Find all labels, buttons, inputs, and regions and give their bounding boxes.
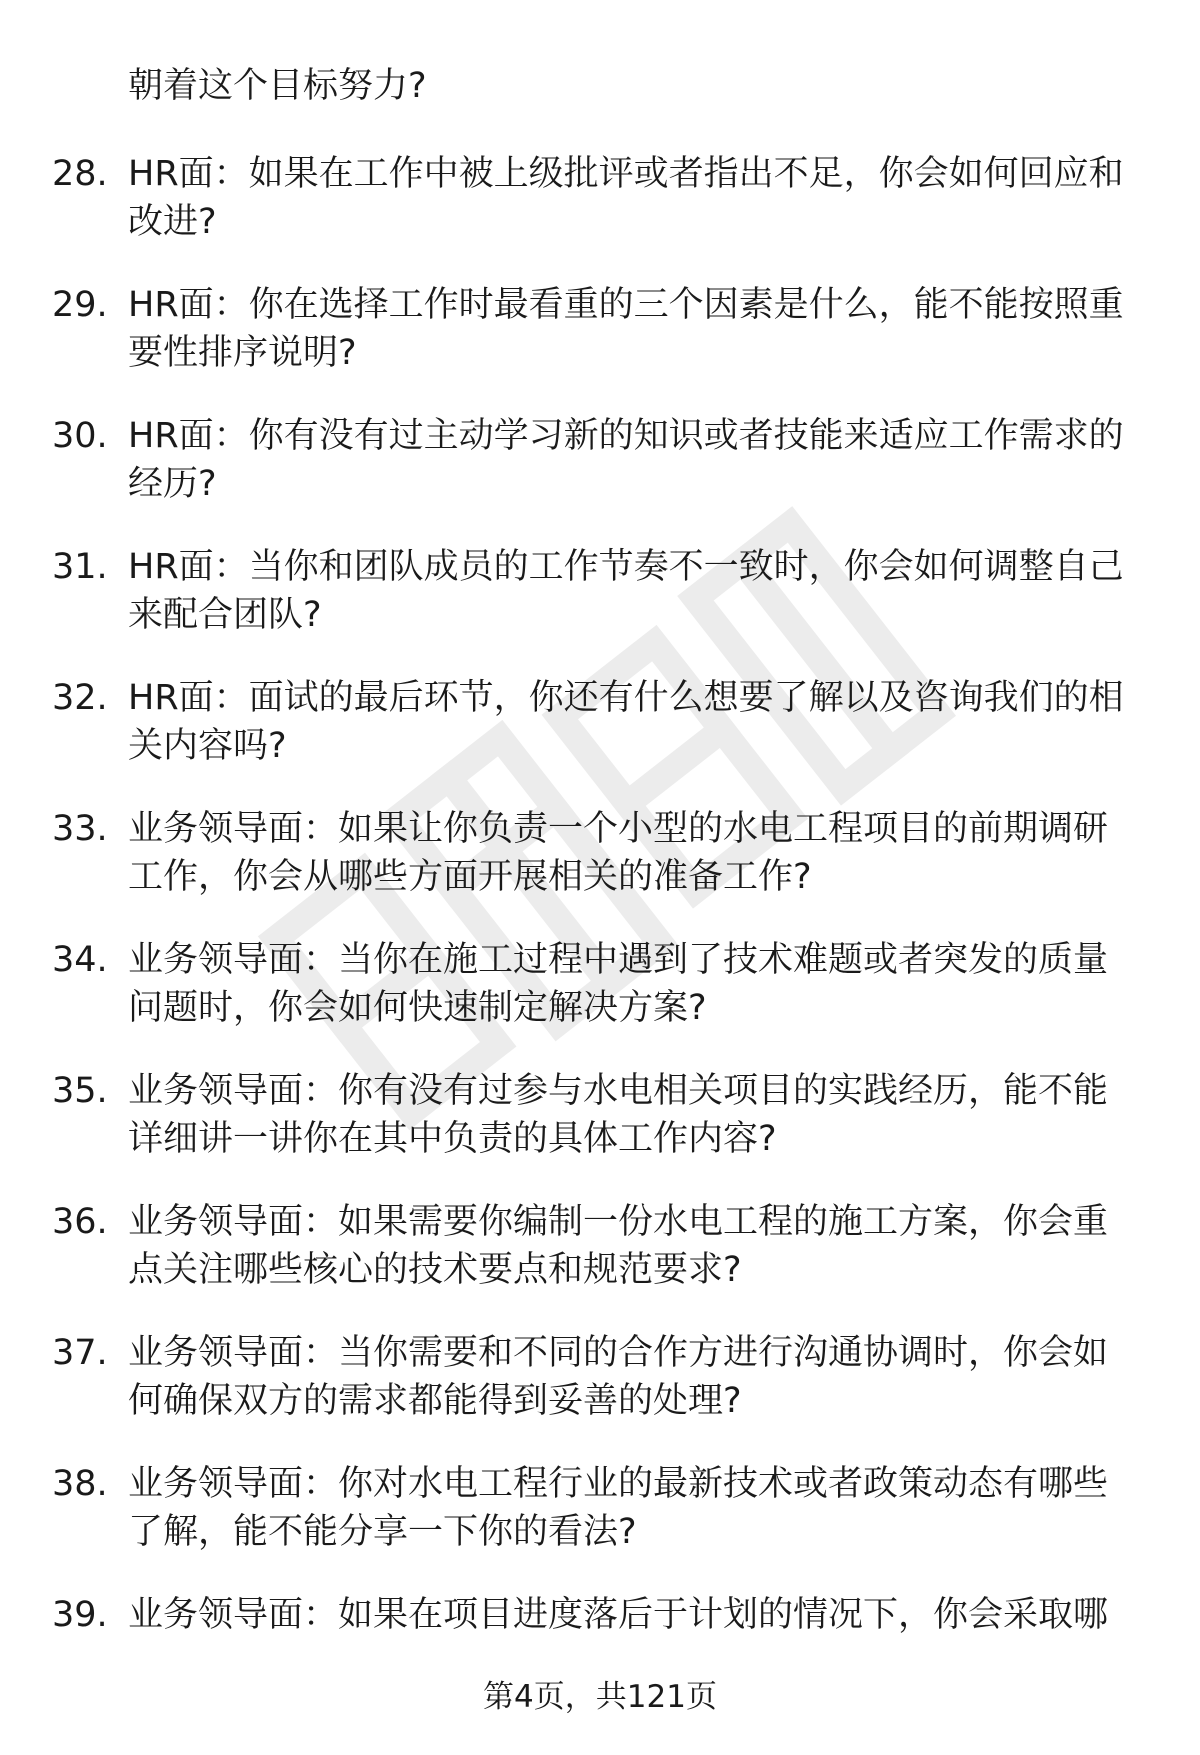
question-text [128, 1329, 1158, 1425]
question-line: 何确保双方的需求都能得到妥善的处理? [128, 1381, 742, 1421]
question-line: 改进? [128, 202, 217, 242]
question-number: 31. [52, 547, 108, 587]
question-line: 工作，你会从哪些方面开展相关的准备工作? [128, 857, 812, 897]
question-number: 30. [52, 416, 108, 456]
question-text [128, 543, 1158, 639]
question-number: 35. [52, 1071, 108, 1111]
question-line: HR面：当你和团队成员的工作节奏不一致时，你会如何调整自己 [128, 547, 1124, 587]
question-text [128, 674, 1158, 770]
question-text [128, 412, 1158, 508]
question-text [128, 150, 1158, 246]
question-text [128, 936, 1158, 1032]
question-item [0, 412, 1200, 543]
question-line: 了解，能不能分享一下你的看法? [128, 1512, 637, 1552]
question-line: 来配合团队? [128, 595, 322, 635]
question-item [0, 543, 1200, 674]
question-line: 业务领导面：当你需要和不同的合作方进行沟通协调时，你会如 [128, 1333, 1109, 1373]
question-item [0, 281, 1200, 412]
question-item [0, 150, 1200, 281]
question-number: 36. [52, 1202, 108, 1242]
question-number: 38. [52, 1464, 108, 1504]
question-number: 33. [52, 809, 108, 849]
question-line: HR面：面试的最后环节，你还有什么想要了解以及咨询我们的相 [128, 678, 1124, 718]
question-text [128, 1591, 1158, 1639]
continuation-text: 朝着这个目标努力? [128, 66, 427, 106]
question-number: 28. [52, 154, 108, 194]
question-line: HR面：你在选择工作时最看重的三个因素是什么，能不能按照重 [128, 285, 1124, 325]
question-line: 业务领导面：如果在项目进度落后于计划的情况下，你会采取哪 [128, 1595, 1109, 1635]
question-line: 业务领导面：你对水电工程行业的最新技术或者政策动态有哪些 [128, 1464, 1109, 1504]
question-line: 点关注哪些核心的技术要点和规范要求? [128, 1250, 742, 1290]
question-line: 关内容吗? [128, 726, 287, 766]
question-item [0, 674, 1200, 805]
question-item [0, 1460, 1200, 1591]
question-line: 业务领导面：如果让你负责一个小型的水电工程项目的前期调研 [128, 809, 1109, 849]
question-line: 经历? [128, 464, 217, 504]
question-line: HR面：你有没有过主动学习新的知识或者技能来适应工作需求的 [128, 416, 1124, 456]
question-item [0, 1329, 1200, 1460]
question-number: 39. [52, 1595, 108, 1635]
question-item [0, 936, 1200, 1067]
question-line: 业务领导面：如果需要你编制一份水电工程的施工方案，你会重 [128, 1202, 1109, 1242]
question-item [0, 1198, 1200, 1329]
question-item [0, 805, 1200, 936]
question-text [128, 281, 1158, 377]
question-item [0, 1067, 1200, 1198]
question-line: 详细讲一讲你在其中负责的具体工作内容? [128, 1119, 777, 1159]
question-line: 要性排序说明? [128, 333, 357, 373]
question-list [0, 150, 1200, 1722]
question-number: 29. [52, 285, 108, 325]
question-line: HR面：如果在工作中被上级批评或者指出不足，你会如何回应和 [128, 154, 1124, 194]
question-line: 业务领导面：你有没有过参与水电相关项目的实践经历，能不能 [128, 1071, 1109, 1111]
question-number: 32. [52, 678, 108, 718]
page-footer: 第4页，共121页 [483, 1679, 717, 1715]
question-number: 34. [52, 940, 108, 980]
question-number: 37. [52, 1333, 108, 1373]
question-text [128, 1460, 1158, 1556]
question-text [128, 1067, 1158, 1163]
question-text [128, 805, 1158, 901]
question-line: 业务领导面：当你在施工过程中遇到了技术难题或者突发的质量 [128, 940, 1109, 980]
question-line: 问题时，你会如何快速制定解决方案? [128, 988, 707, 1028]
question-text [128, 1198, 1158, 1294]
